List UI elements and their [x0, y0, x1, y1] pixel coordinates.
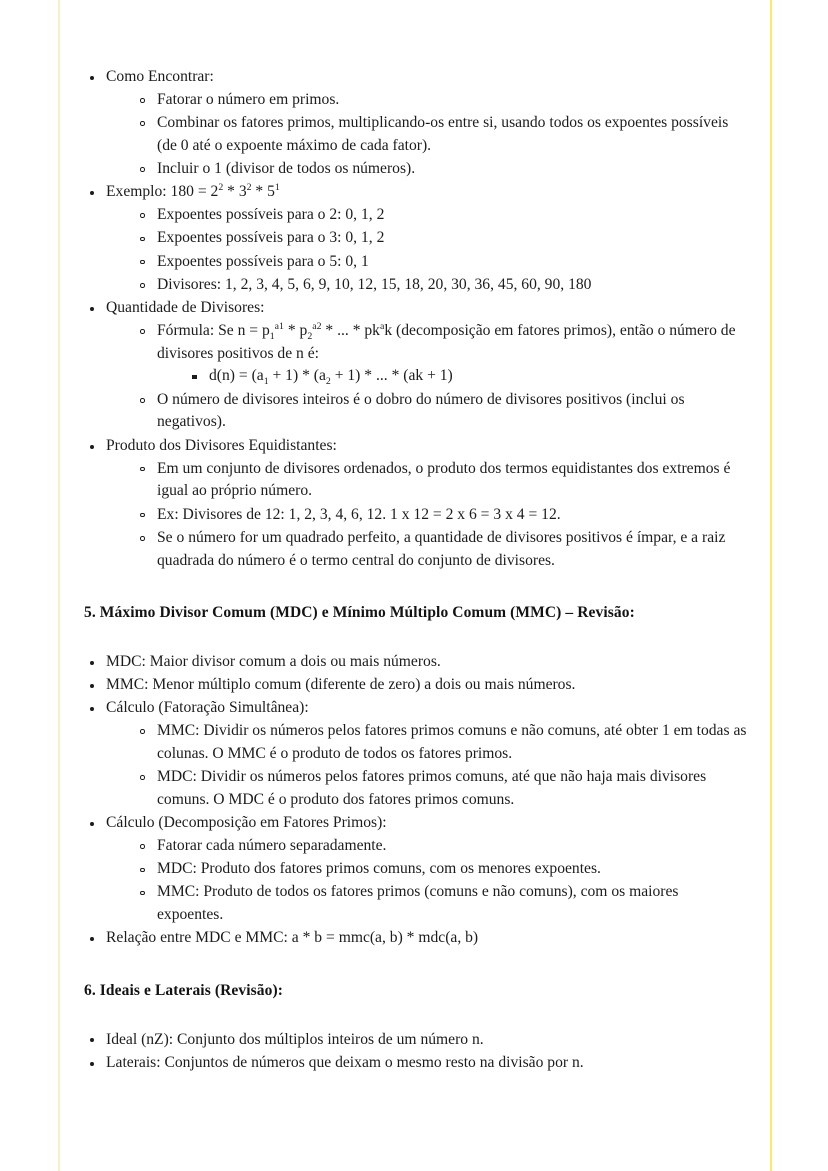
list-item-label: Ex: Divisores de 12: 1, 2, 3, 4, 6, 12. 1 x 12 = 2 x 6 = 3 x 4 = 12. [157, 505, 561, 523]
sublist [136, 89, 748, 181]
list-item-label: Fatorar cada número separadamente. [157, 836, 387, 854]
list-item [136, 389, 748, 435]
divisores-list [84, 66, 748, 572]
bullet-disc-icon [90, 76, 94, 80]
list-item [84, 297, 748, 434]
list-item [136, 274, 748, 297]
list-item [136, 320, 748, 388]
section-6-list [84, 1029, 748, 1075]
bullet-circle-icon [140, 729, 145, 734]
list-item-label: MDC: Maior divisor comum a dois ou mais números. [106, 652, 441, 670]
list-item [136, 251, 748, 274]
list-item [136, 766, 748, 812]
list-item [84, 697, 748, 811]
section-5-heading: 5. Máximo Divisor Comum (MDC) e Mínimo Múltiplo Comum (MMC) – Revisão: [84, 603, 635, 621]
list-item [136, 835, 748, 858]
bullet-circle-icon [140, 891, 145, 896]
list-item-label: Em um conjunto de divisores ordenados, o produto dos termos equidistantes dos extremos é igual ao próprio número. [157, 459, 731, 500]
list-item-label: MMC: Menor múltiplo comum (diferente de zero) a dois ou mais números. [106, 676, 576, 694]
list-item-label: MDC: Produto dos fatores primos comuns, com os menores expoentes. [157, 860, 601, 878]
list-item-label: MMC: Dividir os números pelos fatores primos comuns e não comuns, até obter 1 em todas as colunas. O MMC é o produto de todos os fatores primos. [157, 722, 747, 762]
list-item [136, 858, 748, 881]
bullet-circle-icon [140, 868, 145, 873]
list-item-label: Expoentes possíveis para o 5: 0, 1 [157, 252, 369, 270]
right-margin-rule [770, 0, 772, 1171]
list-item-label: Cálculo (Fatoração Simultânea): [106, 699, 309, 717]
sublist [136, 320, 748, 434]
bullet-circle-icon [140, 98, 145, 103]
section-6-heading: 6. Ideais e Laterais (Revisão): [84, 981, 283, 999]
sublist [136, 835, 748, 927]
list-item-label-formula: Fórmula: Se $n = p_1^{a1} * p_2^{a2}$ * ... * $pk^ak$ (decomposição em fatores primos), então o número de divisores positivos de n é: [157, 320, 736, 362]
spacer [84, 951, 748, 981]
list-item-label: Se o número for um quadrado perfeito, a quantidade de divisores positivos é ímpar, e a raiz quadrada do número é o termo central do conjunto de divisores. [157, 528, 726, 569]
bullet-circle-icon [140, 467, 145, 472]
bullet-circle-icon [140, 260, 145, 265]
list-item [84, 927, 748, 950]
bullet-square-icon [192, 375, 197, 380]
spacer [84, 573, 748, 603]
bullet-disc-icon [90, 191, 94, 195]
bullet-circle-icon [140, 167, 145, 172]
bullet-circle-icon [140, 237, 145, 242]
list-item [84, 651, 748, 674]
list-item-label: Ideal (nZ): Conjunto dos múltiplos inteiros de um número n. [106, 1030, 484, 1048]
list-item-label: Incluir o 1 (divisor de todos os números). [157, 160, 416, 178]
list-item-label-formula: Exemplo: $180 = 2^2 * 3^2 * 5^1$ [106, 182, 280, 201]
list-item-label: Produto dos Divisores Equidistantes: [106, 436, 337, 454]
sublist [136, 458, 748, 573]
list-item-label: Relação entre MDC e MMC: a * b = mmc(a, b) * mdc(a, b) [106, 929, 479, 947]
bullet-circle-icon [140, 844, 145, 849]
list-item [136, 720, 748, 766]
spacer [84, 624, 748, 651]
bullet-circle-icon [140, 121, 145, 126]
bullet-circle-icon [140, 283, 145, 288]
list-item-label-formula: $d(n) = (a_1 + 1) * (a_2 + 1)$ * ... * (ak + 1) [209, 367, 453, 388]
list-item [84, 1052, 748, 1075]
bullet-circle-icon [140, 398, 145, 403]
list-item [84, 181, 748, 296]
bullet-circle-icon [140, 775, 145, 780]
bullet-circle-icon [140, 329, 145, 334]
left-margin-rule [58, 0, 60, 1171]
list-item [136, 227, 748, 250]
list-item-label: Como Encontrar: [106, 68, 214, 85]
bullet-circle-icon [140, 213, 145, 218]
sublist [188, 365, 748, 388]
list-item [136, 881, 748, 927]
list-item [136, 527, 748, 573]
list-item-label: Expoentes possíveis para o 2: 0, 1, 2 [157, 206, 385, 224]
sublist [136, 720, 748, 812]
bullet-disc-icon [90, 684, 94, 688]
list-item [136, 112, 748, 158]
section-5-list [84, 651, 748, 950]
list-item [188, 365, 748, 388]
bullet-disc-icon [90, 1038, 94, 1042]
bullet-disc-icon [90, 707, 94, 711]
list-item-label: Quantidade de Divisores: [106, 299, 265, 317]
list-item [136, 158, 748, 181]
list-item-label: Fatorar o número em primos. [157, 90, 340, 108]
list-item [136, 89, 748, 112]
list-item-label: Expoentes possíveis para o 3: 0, 1, 2 [157, 229, 385, 247]
bullet-circle-icon [140, 513, 145, 518]
list-item-label: Divisores: 1, 2, 3, 4, 5, 6, 9, 10, 12, 15, 18, 20, 30, 36, 45, 60, 90, 180 [157, 275, 592, 293]
list-item [136, 504, 748, 527]
document-content [84, 66, 748, 1075]
list-item [84, 66, 748, 181]
bullet-disc-icon [90, 937, 94, 941]
list-item-label: MDC: Dividir os números pelos fatores primos comuns, até que não haja mais divisores comuns. O MDC é o produto dos fatores primos comuns. [157, 768, 707, 808]
list-item-label: Laterais: Conjuntos de números que deixam o mesmo resto na divisão por n. [106, 1053, 584, 1071]
spacer [84, 1002, 748, 1029]
bullet-disc-icon [90, 822, 94, 826]
list-item [84, 812, 748, 927]
list-item [136, 204, 748, 227]
list-item [84, 435, 748, 573]
list-item [84, 674, 748, 697]
list-item [136, 458, 748, 504]
list-item-label: O número de divisores inteiros é o dobro do número de divisores positivos (inclui os negativos). [157, 390, 685, 431]
list-item-label: Cálculo (Decomposição em Fatores Primos): [106, 814, 387, 832]
bullet-disc-icon [90, 307, 94, 311]
bullet-circle-icon [140, 536, 145, 541]
list-item [84, 1029, 748, 1052]
bullet-disc-icon [90, 445, 94, 449]
list-item-label: Combinar os fatores primos, multiplicando-os entre si, usando todos os expoentes possíveis (de 0 até o expoente máximo de cada fator). [157, 114, 729, 154]
list-item-label: MMC: Produto de todos os fatores primos (comuns e não comuns), com os maiores expoentes. [157, 883, 679, 924]
bullet-disc-icon [90, 661, 94, 665]
sublist [136, 204, 748, 297]
bullet-disc-icon [90, 1062, 94, 1066]
